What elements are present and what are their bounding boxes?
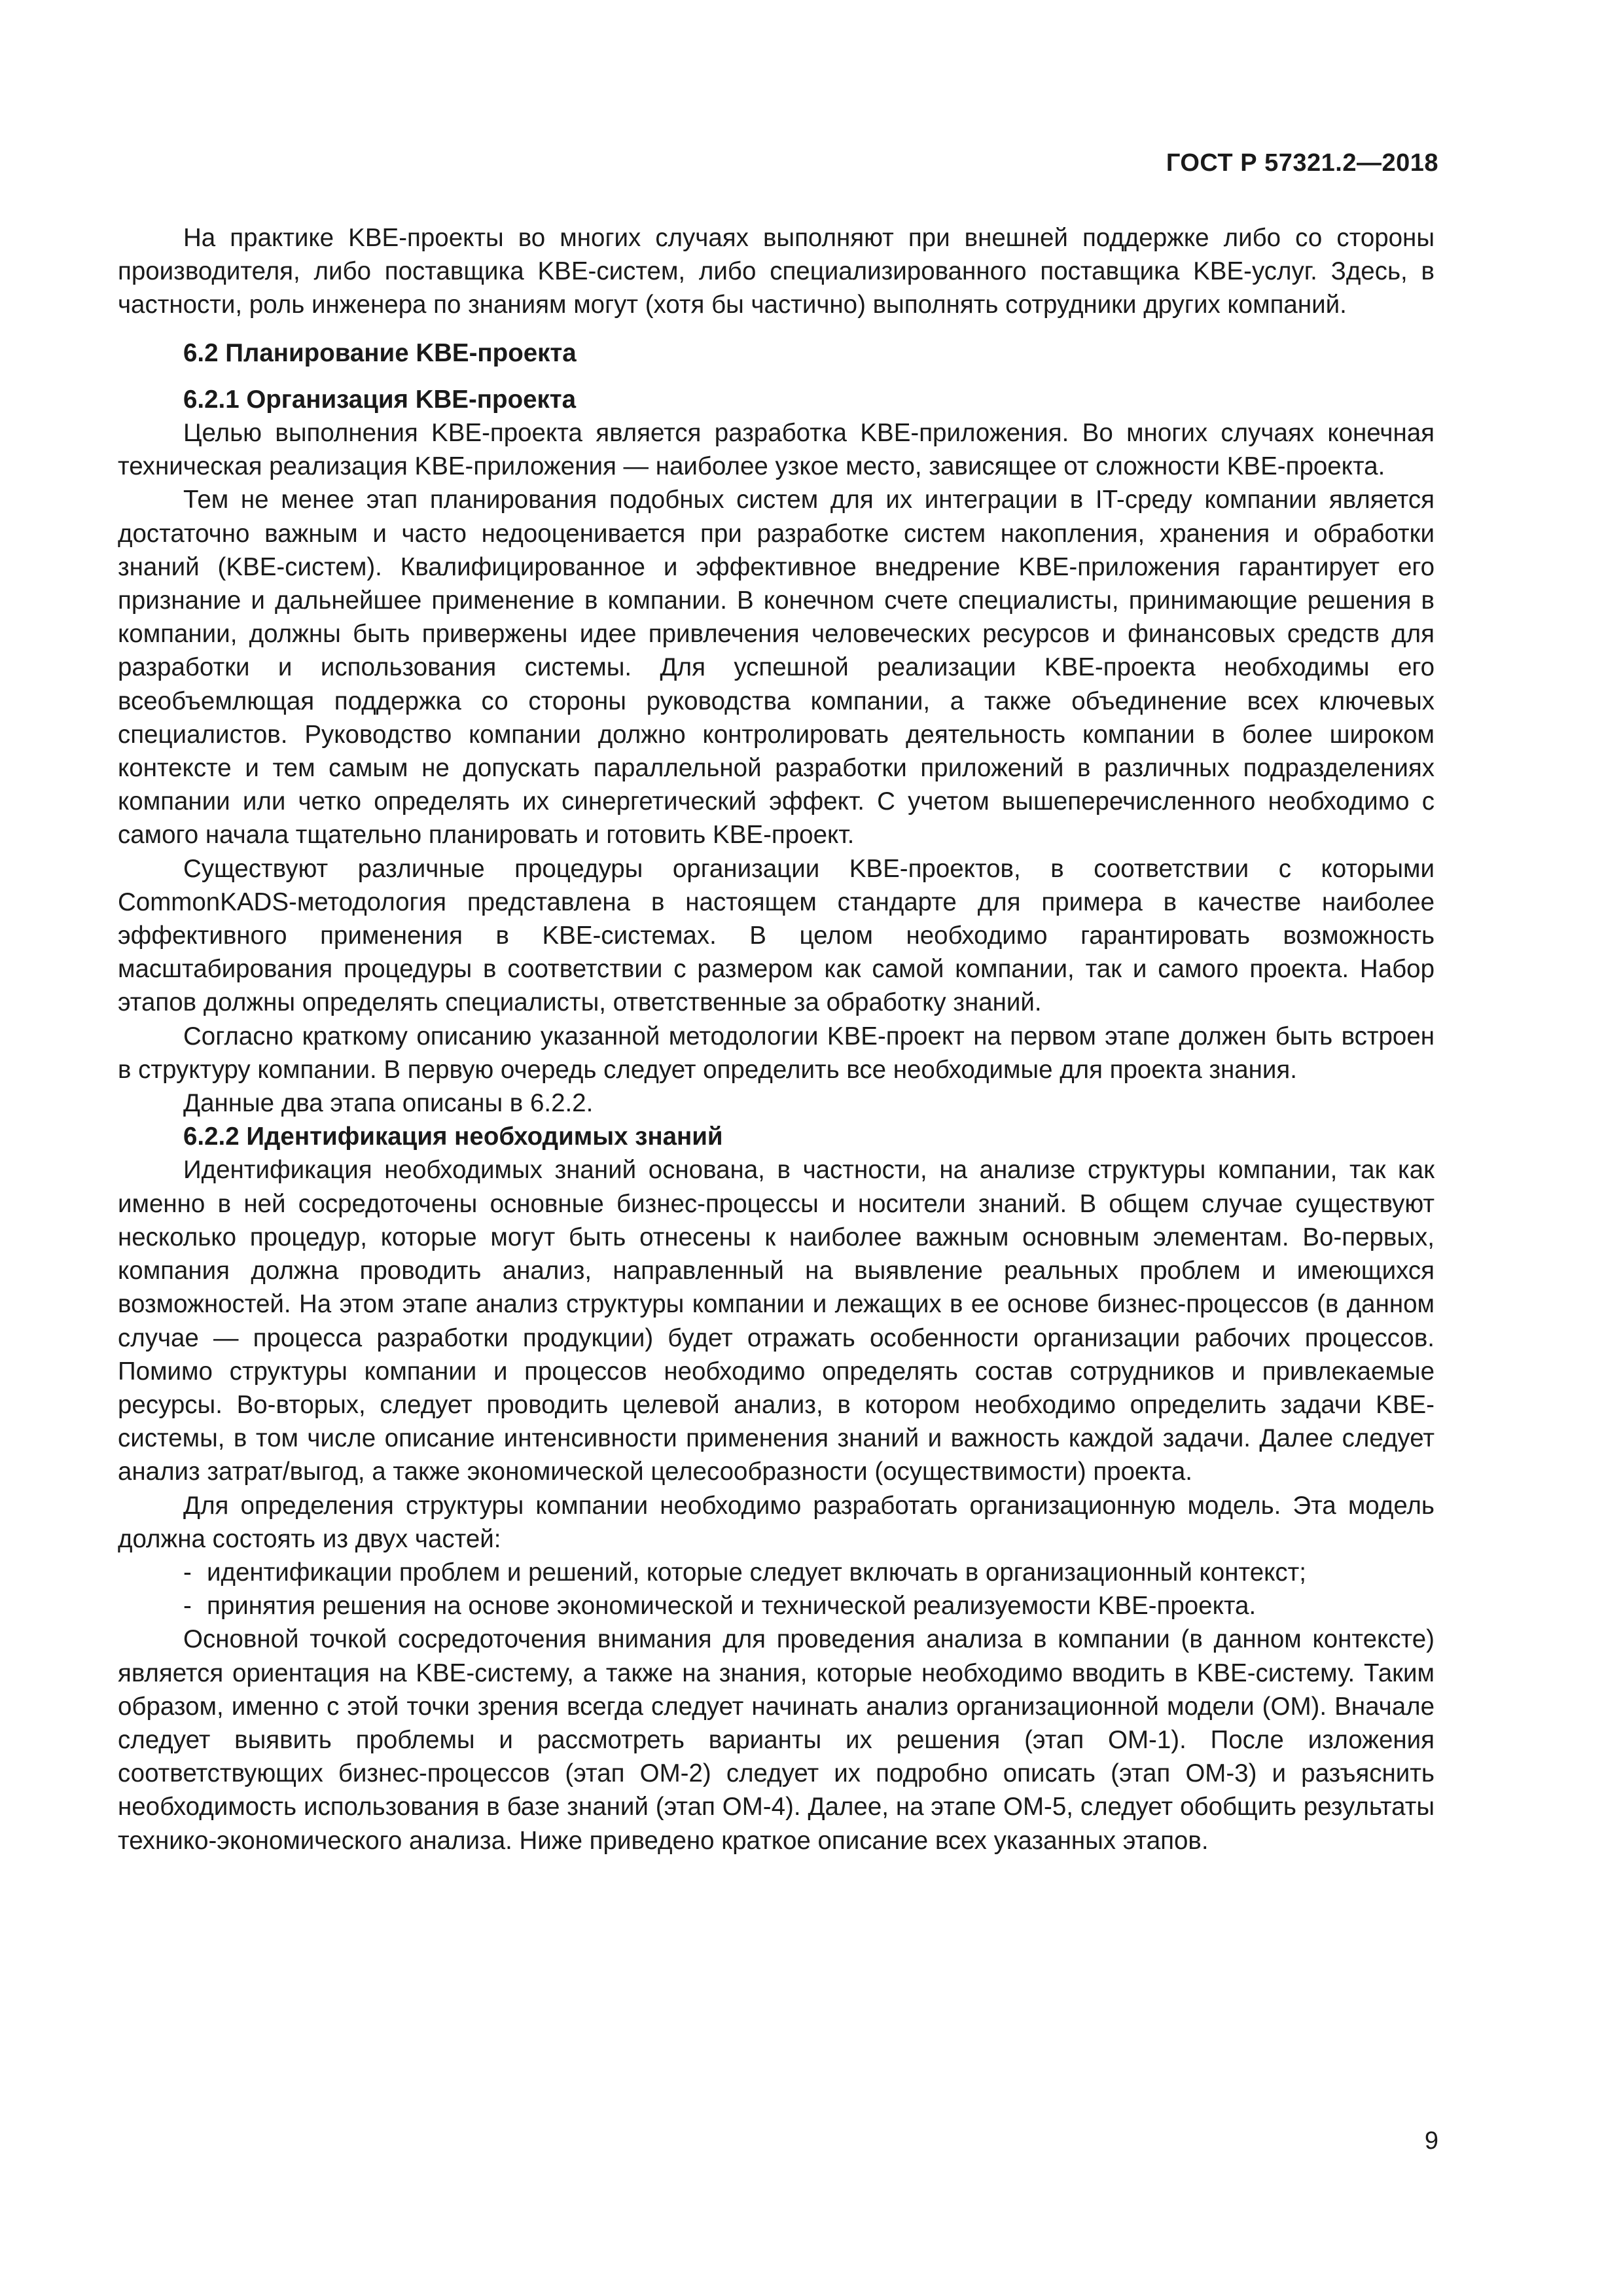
paragraph: Идентификация необходимых знаний основана, в частности, на анализе структуры компании, так как именно в ней сосредоточены основные бизнес-процессы и носители знаний. В общем случае существуют несколько процедур, которые могут быть отнесены к наиболее важным основным элементам. Во-первых, компания должна проводить анализ, направленный на выявление реальных проблем и имеющихся возможностей. На этом этапе анализ структуры компании и лежащих в ее основе бизнес-процессов (в данном случае — процесса разработки продукции) будет отражать особенности организации рабочих процессов. Помимо структуры компании и процессов необходимо определять состав сотрудников и привлекаемые ресурсы. Во-вторых, следует проводить целевой анализ, в котором необходимо определить задачи KBE-системы, в том числе описание интенсивности применения знаний и важность каждой задачи. Далее следует анализ затрат/выгод, а также экономической целесообразности (осуществимости) проекта. [118, 1156, 1435, 1486]
paragraph: Данные два этапа описаны в 6.2.2. [183, 1089, 594, 1118]
bullet-list [118, 1556, 1435, 1623]
paragraph: На практике KBE-проекты во многих случаях выполняют при внешней поддержке либо со стороны производителя, либо поставщика KBE-систем, либо специализированного поставщика KBE-услуг. Здесь, в частности, роль инженера по знаниям могут (хотя бы частично) выполнять сотрудники других компаний. [118, 224, 1435, 319]
list-dash: - [183, 1592, 192, 1621]
list-item [118, 1556, 1435, 1589]
paragraph: Целью выполнения KBE-проекта является разработка KBE-приложения. Во многих случаях конечная техническая реализация KBE-приложения — наиболее узкое место, зависящее от сложности KBE-проекта. [118, 419, 1435, 481]
paragraph: Для определения структуры компании необходимо разработать организационную модель. Эта модель должна состоять из двух частей: [118, 1491, 1435, 1553]
page-number: 9 [1424, 2127, 1438, 2155]
list-dash: - [183, 1558, 192, 1587]
section-heading-6-2: 6.2 Планирование KBE-проекта [183, 338, 577, 367]
list-item [118, 1589, 1435, 1623]
section-heading-6-2-2: 6.2.2 Идентификация необходимых знаний [183, 1122, 723, 1151]
document-body [118, 221, 1435, 1857]
paragraph: Основной точкой сосредоточения внимания для проведения анализа в компании (в данном контексте) является ориентация на KBE-систему, а также на знания, которые необходимо вводить в KBE-систему. Таким образом, именно с этой точки зрения всегда следует начинать анализ организационной модели (ОМ). Вначале следует выявить проблемы и рассмотреть варианты их решения (этап ОМ-1). После изложения соответствующих бизнес-процессов (этап ОМ-2) следует их подробно описать (этап ОМ-3) и разъяснить необходимость использования в базе знаний (этап ОМ-4). Далее, на этапе ОМ-5, следует обобщить результаты технико-экономического анализа. Ниже приведено краткое описание всех указанных этапов. [118, 1625, 1435, 1855]
paragraph: Согласно краткому описанию указанной методологии KBE-проект на первом этапе должен быть встроен в структуру компании. В первую очередь следует определить все необходимые для проекта знания. [118, 1022, 1435, 1084]
list-item-text: идентификации проблем и решений, которые следует включать в организационный контекст; [207, 1558, 1306, 1587]
list-item-text: принятия решения на основе экономической и технической реализуемости KBE-проекта. [207, 1592, 1257, 1621]
paragraph: Тем не менее этап планирования подобных систем для их интеграции в IT-среду компании является достаточно важным и часто недооценивается при разработке систем накопления, хранения и обработки знаний (KBE-систем). Квалифицированное и эффективное внедрение KBE-приложения гарантирует его признание и дальнейшее применение в компании. В конечном счете специалисты, принимающие решения в компании, должны быть привержены идее привлечения человеческих ресурсов и финансовых средств для разработки и использования системы. Для успешной реализации KBE-проекта необходимы его всеобъемлющая поддержка со стороны руководства компании, а также объединение всех ключевых специалистов. Руководство компании должно контролировать деятельность компании в более широком контексте и тем самым не допускать параллельной разработки приложений в различных подразделениях компании или четко определять их синергетический эффект. С учетом вышеперечисленного необходимо с самого начала тщательно планировать и готовить KBE-проект. [118, 486, 1435, 850]
paragraph: Существуют различные процедуры организации KBE-проектов, в соответствии с которыми CommonKADS-методология представлена в настоящем стандарте для примера в качестве наиболее эффективного применения в KBE-системах. В целом необходимо гарантировать возможность масштабирования процедуры в соответствии с размером как самой компании, так и самого проекта. Набор этапов должны определять специалисты, ответственные за обработку знаний. [118, 854, 1435, 1017]
document-standard-number: ГОСТ Р 57321.2—2018 [1166, 149, 1438, 177]
section-heading-6-2-1: 6.2.1 Организация KBE-проекта [183, 385, 577, 414]
